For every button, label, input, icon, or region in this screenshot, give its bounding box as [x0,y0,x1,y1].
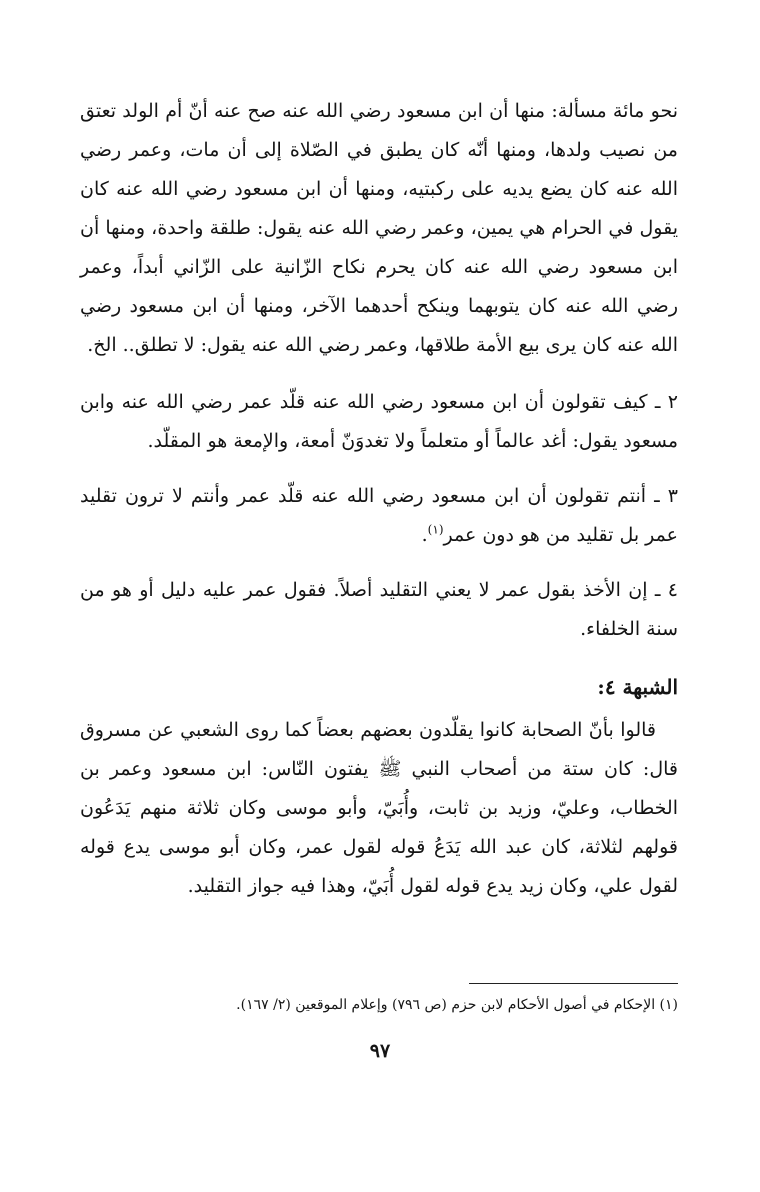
paragraph-2: ٢ ـ كيف تقولون أن ابن مسعود رضي الله عنه قلّد عمر رضي الله عنه وابن مسعود يقول: أغد عالماً أو متعلماً ولا تغدوَنّ أمعة، والإمعة هو المقلّد. [80,391,678,452]
paragraph-4: ٤ ـ إن الأخذ بقول عمر لا يعني التقليد أصلاً. فقول عمر عليه دليل أو هو من سنة الخلفاء. [80,579,678,640]
section-heading: الشبهة ٤: [597,675,678,699]
page-number: ٩٧ [369,1040,391,1062]
page-body [80,92,678,922]
paragraph-3-text: ٣ ـ أنتم تقولون أن ابن مسعود رضي الله عنه قلّد عمر وأنتم لا ترون تقليد عمر بل تقليد من هو دون عمر [80,485,678,546]
footnote-marker: (١) [427,522,444,537]
section-body: قالوا بأنّ الصحابة كانوا يقلّدون بعضهم بعضاً كما روى الشعبي عن مسروق قال: كان ستة من أصحاب النبي ﷺ يفتون النّاس: ابن مسعود وعمر بن الخطاب، وعليّ، وزيد بن ثابت، وأُبَيّ، وأبو موسى وكان ثلاثة منهم يَدَعُون قولهم لثلاثة، كان عبد الله يَدَعُ قوله لقول عمر، وكان أبو موسى يدع قوله لقول علي، وكان زيد يدع قوله لقول أُبَيّ، وهذا فيه جواز التقليد. [80,719,678,897]
paragraph-1: نحو مائة مسألة: منها أن ابن مسعود رضي الله عنه صح عنه أنّ أم الولد تعتق من نصيب ولدها، ومنها أنّه كان يطبق في الصّلاة إلى أن مات، وعمر رضي الله عنه كان يضع يديه على ركبتيه، ومنها أن ابن مسعود رضي الله عنه كان يقول في الحرام هي يمين، وعمر رضي الله عنه يقول: طلقة واحدة، ومنها أن ابن مسعود رضي الله عنه كان يحرم نكاح الزّانية على الزّاني أبداً، وعمر رضي الله عنه كان يتوبهما وينكح أحدهما الآخر، ومنها أن ابن مسعود رضي الله عنه كان يرى بيع الأمة طلاقها، وعمر رضي الله عنه يقول: لا تطلق.. الخ. [80,100,678,356]
footnote: (١) الإحكام في أصول الأحكام لابن حزم (ص ٧٩٦) وإعلام الموقعين (٢/ ١٦٧). [236,997,678,1013]
paragraph-3-end: . [421,524,428,546]
paragraph-3 [80,477,678,555]
footnote-divider [469,983,678,984]
